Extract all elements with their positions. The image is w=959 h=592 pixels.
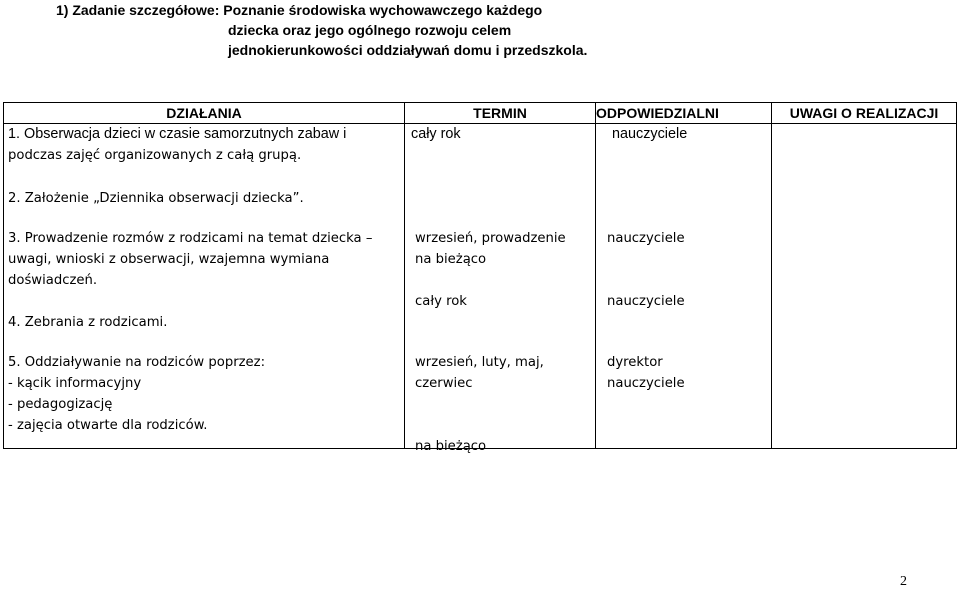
term-1: cały rok (411, 126, 461, 142)
heading-line-3: jednokierunkowości oddziaływań domu i przedszkola. (228, 42, 588, 58)
table-header-row (4, 103, 957, 124)
responsible-cell (596, 124, 772, 449)
action-5-line-4: - zajęcia otwarte dla rodziców. (8, 418, 208, 433)
term-5-line-2: czerwiec (415, 376, 473, 391)
header-actions: DZIAŁANIA (4, 103, 405, 124)
header-responsible: ODPOWIEDZIALNI (596, 103, 772, 124)
action-3-line-1: 3. Prowadzenie rozmów z rodzicami na temat dziecka – (8, 231, 373, 246)
action-1-line-1: 1. Obserwacja dzieci w czasie samorzutnych zabaw i (8, 126, 347, 142)
term-5-line-1: wrzesień, luty, maj, (415, 355, 544, 370)
responsible-5-line-2: nauczyciele (607, 376, 685, 391)
action-5-line-2: - kącik informacyjny (8, 376, 142, 391)
table-row (4, 124, 957, 449)
term-3-line-1: wrzesień, prowadzenie (415, 231, 566, 246)
terms-cell (405, 124, 596, 449)
heading-line-1: 1) Zadanie szczegółowe: Poznanie środowiska wychowawczego każdego (56, 2, 543, 18)
heading-line-2: dziecka oraz jego ogólnego rozwoju celem (228, 22, 512, 38)
responsible-4: nauczyciele (607, 294, 685, 309)
action-5-line-3: - pedagogizację (8, 397, 113, 412)
action-3-line-2: uwagi, wnioski z obserwacji, wzajemna wymiana (8, 252, 330, 267)
header-notes: UWAGI O REALIZACJI (772, 103, 957, 124)
term-4: cały rok (415, 294, 467, 309)
action-5-line-1: 5. Oddziaływanie na rodziców poprzez: (8, 355, 266, 370)
term-5-line-3: na bieżąco (415, 439, 487, 454)
responsible-3: nauczyciele (607, 231, 685, 246)
action-2: 2. Założenie „Dziennika obserwacji dziecka”. (8, 191, 304, 206)
action-1-line-2: podczas zajęć organizowanych z całą grupą. (8, 148, 302, 163)
action-4: 4. Zebrania z rodzicami. (8, 315, 168, 330)
responsible-1: nauczyciele (612, 126, 688, 142)
term-3-line-2: na bieżąco (415, 252, 487, 267)
notes-cell (772, 124, 957, 449)
header-term: TERMIN (405, 103, 596, 124)
task-heading (56, 0, 587, 60)
responsible-5-line-1: dyrektor (607, 355, 663, 370)
action-3-line-3: doświadczeń. (8, 273, 98, 288)
page-number: 2 (900, 574, 907, 589)
